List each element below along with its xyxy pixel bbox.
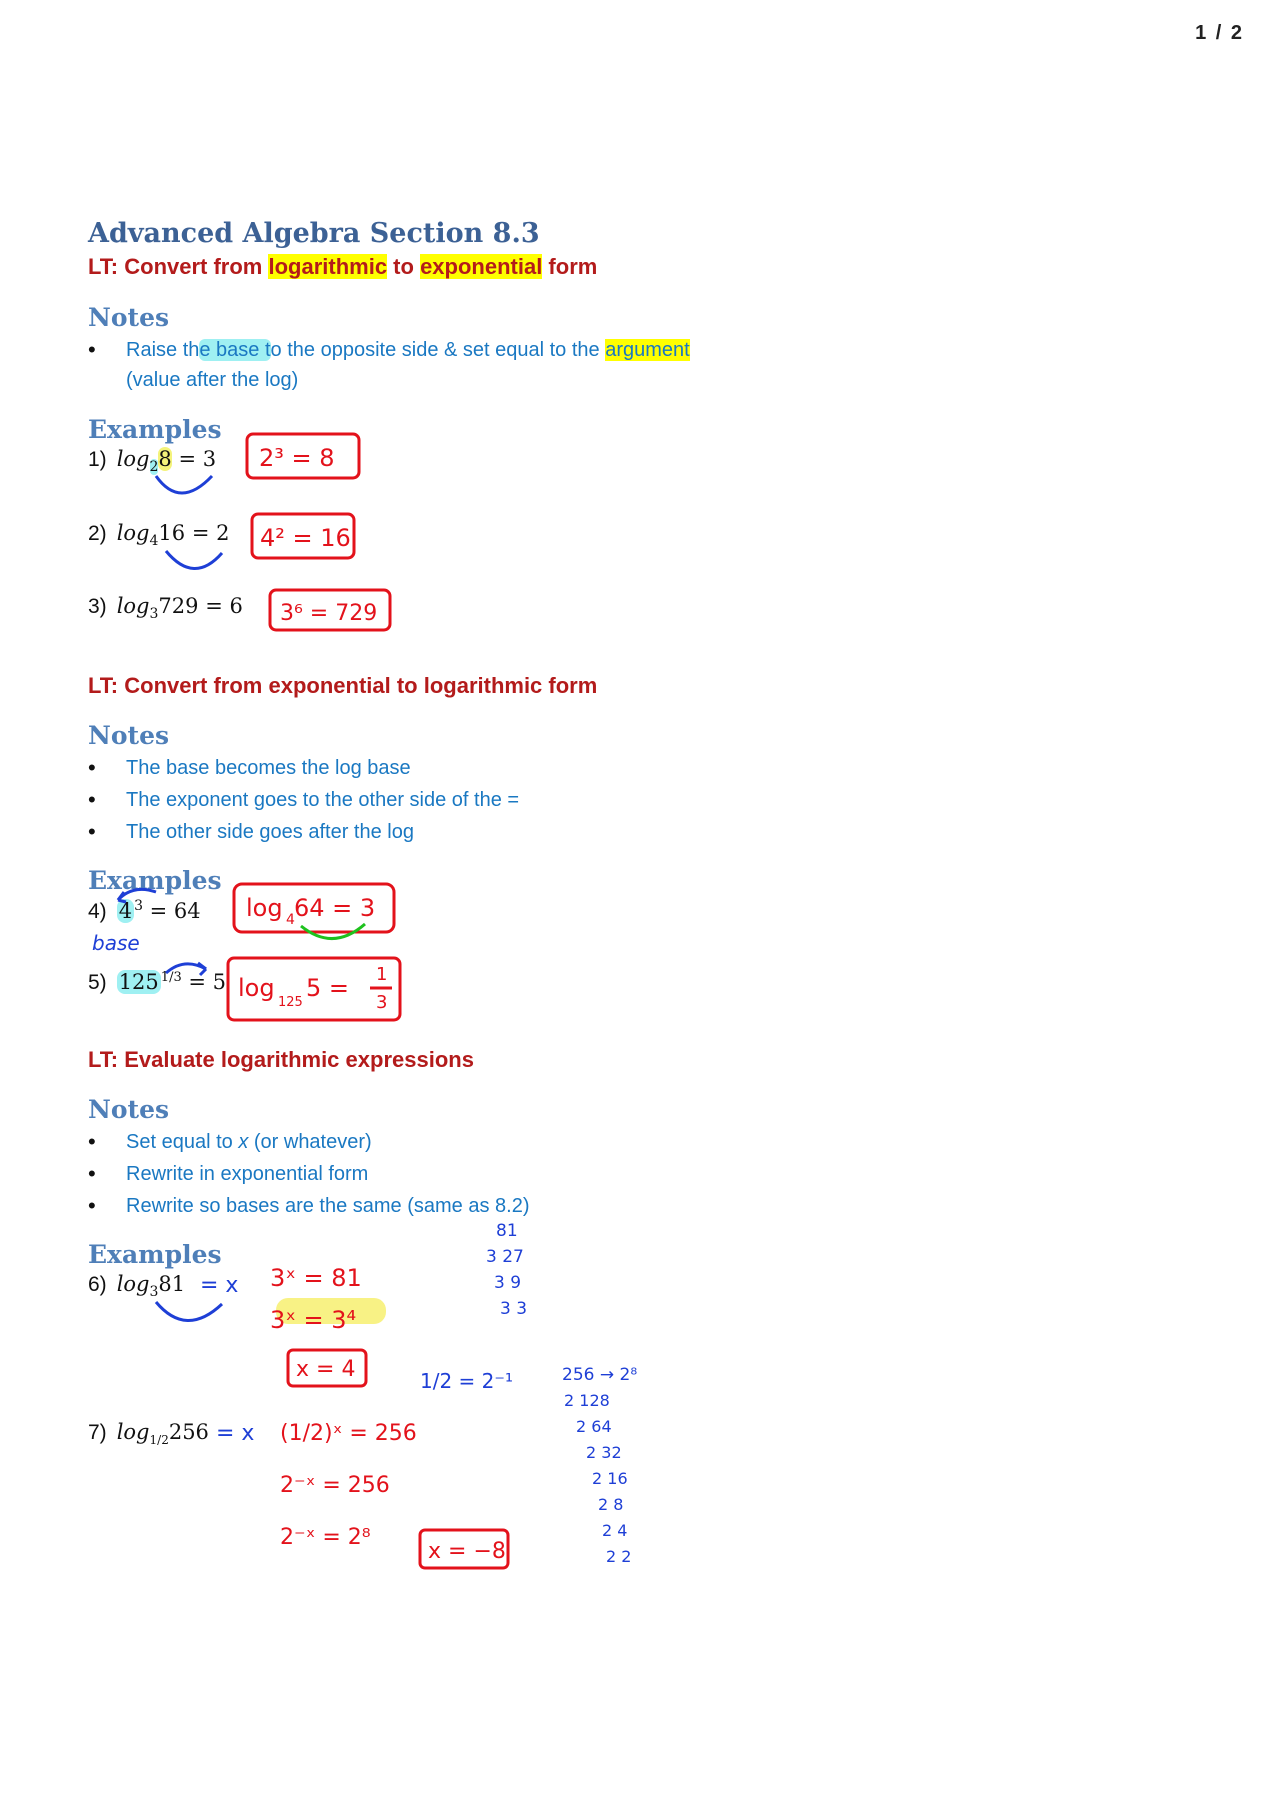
- exp-denominator: 3: [173, 970, 182, 985]
- tree-row: 2 2: [606, 1547, 632, 1566]
- log-base-fraction: 1/2: [149, 1433, 169, 1448]
- answer-box-5: [226, 956, 406, 1026]
- ex6-step1: 3ˣ = 81: [270, 1264, 362, 1292]
- learning-target-1: [88, 254, 597, 280]
- answer-box-7: [418, 1528, 518, 1574]
- base-annotation: [88, 880, 208, 960]
- handwritten-equals-x-7: [216, 1416, 276, 1446]
- equation-rhs: = 2: [185, 521, 230, 545]
- example-number: 1): [88, 448, 107, 471]
- answer-rest: 64 = 3: [294, 894, 376, 922]
- handwritten-equals-x-6: [200, 1268, 260, 1298]
- log-base: 3: [149, 606, 159, 623]
- learning-target-3: LT: Evaluate logarithmic expressions: [88, 1047, 474, 1072]
- example-number: 4): [88, 900, 107, 923]
- notes-heading-2: Notes: [88, 721, 170, 750]
- note-highlight-base: e base t: [199, 339, 271, 361]
- exponential-base: 125: [118, 970, 159, 994]
- tree-row: 2 4: [602, 1521, 628, 1540]
- notes-heading-3: Notes: [88, 1095, 170, 1124]
- ex7-step3: 2⁻ˣ = 2⁸: [280, 1525, 371, 1550]
- factor-tree-256: [562, 1360, 692, 1600]
- ex6-step2: 3ˣ = 3⁴: [270, 1306, 357, 1334]
- log-text: log: [116, 1272, 150, 1296]
- exp-numerator: 1: [160, 970, 170, 985]
- example-number: 6): [88, 1273, 107, 1296]
- example-6: [88, 1272, 185, 1300]
- answer-box-2: [250, 512, 360, 562]
- example-3: [88, 594, 243, 622]
- ex7-step2: 2⁻ˣ = 256: [280, 1473, 390, 1498]
- lt1-mid: to: [387, 254, 421, 279]
- equation-rhs: = 3: [171, 447, 217, 471]
- tree-row: 3 9: [494, 1273, 522, 1293]
- examples-heading-1: Examples: [88, 415, 222, 444]
- factor-tree-81: [482, 1218, 562, 1338]
- arrow-base-to-argument-2: [160, 545, 230, 581]
- notes-heading-1: Notes: [88, 303, 170, 332]
- equation-rhs: = 6: [198, 594, 243, 618]
- examples-heading-2: Examples: [88, 866, 222, 895]
- base-label: base: [92, 931, 140, 955]
- exponent: 3: [134, 898, 143, 914]
- fractional-exponent: 1/3: [160, 970, 182, 985]
- base-denominator: 2: [161, 1433, 169, 1448]
- exponential-base: 4: [118, 899, 133, 923]
- example-number: 2): [88, 522, 107, 545]
- note-item: [88, 1127, 808, 1157]
- note-item: • The base becomes the log base: [88, 753, 808, 783]
- note-text: (value after the log): [126, 369, 299, 391]
- note-item: • Rewrite in exponential form: [88, 1159, 808, 1189]
- example-number: 5): [88, 971, 107, 994]
- tree-top: 256 → 2⁸: [562, 1365, 638, 1385]
- tree-row: 2 64: [576, 1417, 612, 1436]
- arrow-base-to-argument-1: [150, 470, 220, 506]
- note-text: (or whatever): [248, 1131, 372, 1153]
- tree-row: 3 27: [486, 1247, 524, 1267]
- equation-rhs: = 64: [142, 899, 201, 923]
- log-argument: 16: [158, 521, 186, 545]
- arrow-green: [295, 922, 375, 952]
- notes-list-2: [88, 753, 808, 849]
- lt1-prefix: LT: Convert from: [88, 254, 269, 279]
- log-base: 4: [149, 533, 159, 550]
- note-text: Set equal to: [126, 1131, 239, 1153]
- log-argument: 729: [158, 594, 199, 618]
- example-7: [88, 1420, 209, 1447]
- example-number: 7): [88, 1421, 107, 1444]
- note-item: • The other side goes after the log: [88, 817, 808, 847]
- log-base: 2: [149, 459, 159, 476]
- log-argument: 8: [158, 447, 172, 471]
- example-number: 3): [88, 595, 107, 618]
- note-variable: x: [238, 1131, 249, 1153]
- svg-text:1/2 = 2⁻¹: 1/2 = 2⁻¹: [420, 1369, 513, 1393]
- note-text: o the opposite side & set equal to the: [270, 339, 606, 361]
- notes-list-1: [88, 335, 808, 397]
- log-text: log: [116, 521, 150, 545]
- answer-rest: 5 =: [306, 974, 350, 1002]
- equation-rhs: = 5: [181, 970, 227, 994]
- svg-text:= x: = x: [216, 1421, 255, 1446]
- arrow-exponent: [160, 955, 220, 985]
- answer-box-3: [268, 588, 398, 638]
- answer-text: 4² = 16: [260, 524, 351, 552]
- note-item: [88, 335, 808, 395]
- answer-frac-num: 1: [376, 964, 388, 985]
- log-base: 3: [149, 1284, 159, 1301]
- answer-frac-den: 3: [376, 992, 388, 1013]
- lt1-highlight-logarithmic: logarithmic: [268, 254, 388, 279]
- answer-base: 4: [286, 912, 295, 928]
- page-number: 1 / 2: [1195, 22, 1244, 44]
- tree-row: 2 128: [564, 1391, 610, 1410]
- answer-base: 125: [278, 995, 303, 1010]
- answer-text: 2³ = 8: [259, 444, 335, 472]
- notes-list-3: [88, 1127, 808, 1223]
- learning-target-2: LT: Convert from exponential to logarithmic form: [88, 673, 598, 698]
- svg-text:= x: = x: [200, 1273, 239, 1298]
- ex6-work: [268, 1256, 388, 1406]
- answer-box-1: [245, 432, 365, 482]
- log-text: log: [116, 1420, 150, 1444]
- lt1-highlight-exponential: exponential: [420, 254, 543, 279]
- arrow-base-to-argument-6: [150, 1298, 230, 1334]
- ex6-answer: x = 4: [296, 1357, 356, 1382]
- tree-row: 81: [496, 1221, 518, 1241]
- tree-row: 2 32: [586, 1443, 622, 1462]
- log-argument: 256: [168, 1420, 209, 1444]
- note-item: • Rewrite so bases are the same (same as 8.2): [88, 1191, 808, 1221]
- note-item: • The exponent goes to the other side of the =: [88, 785, 808, 815]
- base-numerator: 1: [149, 1433, 158, 1448]
- examples-heading-3: Examples: [88, 1240, 222, 1269]
- ex7-side-note: [420, 1360, 520, 1400]
- log-text: log: [116, 594, 150, 618]
- ex7-step1: (1/2)ˣ = 256: [280, 1421, 417, 1446]
- log-argument: 81: [158, 1272, 186, 1296]
- log-text: log: [116, 447, 150, 471]
- tree-row: 2 8: [598, 1495, 624, 1514]
- tree-row: 2 16: [592, 1469, 628, 1488]
- note-text: Raise th: [126, 339, 200, 361]
- page-title: Advanced Algebra Section 8.3: [88, 218, 540, 249]
- answer-log: log: [238, 974, 275, 1002]
- tree-row: 3 3: [500, 1299, 528, 1319]
- answer-log: log: [246, 894, 283, 922]
- answer-text: 3⁶ = 729: [280, 601, 378, 626]
- ex7-answer: x = −8: [428, 1539, 506, 1564]
- note-highlight-argument: argument: [605, 339, 690, 361]
- lt1-suffix: form: [542, 254, 598, 279]
